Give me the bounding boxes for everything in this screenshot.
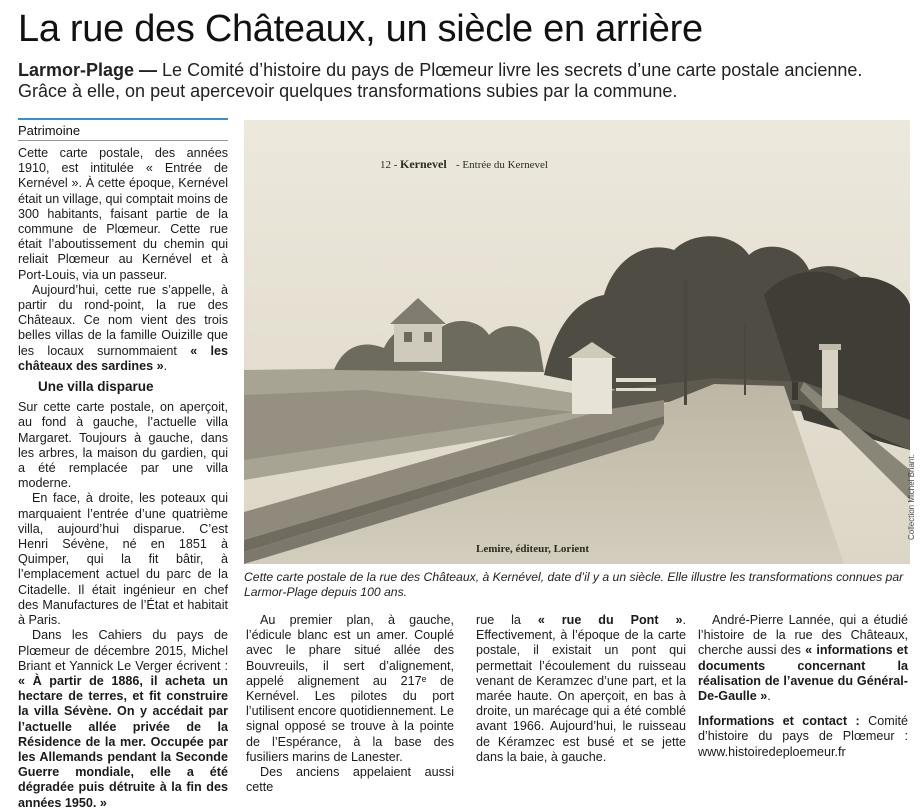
col1-p2-end: . [163, 358, 168, 373]
col3-paragraph-1 [476, 613, 686, 765]
col1-paragraph-1: Cette carte postale, des années 1910, est intitulée « Entrée de Kernével ». À cette époque, Kernével était un village, qui comptait moins de 300 habitants, faisant partie de la commune de Plœmeur. Cette rue était l’aboutissement du chemin qui reliait Plœmeur au Kernével et à Port-Louis, via un passeur. [18, 146, 229, 282]
column-4 [698, 613, 908, 760]
col4-p1-end: . [767, 689, 771, 704]
lede [18, 60, 908, 102]
col1-p5-quote: « À partir de 1886, il acheta un hectare de terres, et fit construire la villa Sévène. On y accédait par l’actuelle allée privée de la Résidence de la mer. Occupée par les Allemands pendant la Seconde Guerre mondiale, elle a été dégradée puis détruite à la fin des années 1950. » [18, 673, 228, 810]
info-text: Comité d’histoire du pays de Plœmeur : www.histoiredeploemeur.fr [698, 714, 909, 759]
col2-paragraph-1: Au premier plan, à gauche, l’édicule blanc est un amer. Couplé avec le phare situé allée des Bouvreuils, il sert d’alignement, appelé alignement au 217ᵉ de Kernével. Les pilotes du port l’utilisent encore quotidiennement. Le signal opposé se trouve à la pointe de l’Espérance, à la base des fusiliers marins de Lanester. [246, 613, 454, 764]
card-title-rest: - Entrée du Kernevel [456, 159, 548, 171]
col1-paragraph-4: En face, à droite, les poteaux qui marquaient l’entrée d’une quatrième villa, aujourd’hui disparue. C’est Henri Sévène, né en 1851 à Quimper, qui la fit bâtir, à l’emplacement actuel du parc de la Citadelle. Il était ingénieur en chef des Manufactures de l’État et habitait à Paris. [18, 491, 228, 628]
column-2 [246, 613, 454, 795]
photo-credit: Collection Michel Briant. [907, 454, 916, 540]
col3-p1-end: . Effectivement, à l’époque de la carte postale, il existait un pont qui permettait l’écoulement du ruisseau venant de Keramzec d’une part, et la marée haute. On aperçoit, en bas à droite, un marécage qui a été comblé avant 1966. Aujourd’hui, le ruisseau de Kéramzec est busé et se jette dans la baie, à gauche. [476, 613, 686, 764]
lede-place: Larmor-Plage — [18, 60, 158, 80]
card-title-num: 12 - [380, 159, 398, 171]
col4-p1-text: André-Pierre Lannée, qui a étudié l’histoire de la rue des Châteaux, cherche aussi des [698, 613, 908, 658]
col1-paragraph-5 [18, 628, 228, 810]
col4-info [698, 714, 908, 760]
card-title-place: Kernevel [400, 157, 447, 171]
rubric-divider [18, 140, 228, 141]
col1-paragraph-3: Sur cette carte postale, on aperçoit, au fond à gauche, l’actuelle villa Margaret. Toujours à gauche, dans les arbres, la maison du gardien, qui a été remplacée par une villa moderne. [18, 400, 228, 491]
col4-paragraph-1 [698, 613, 908, 704]
col3-p1-bold: « rue du Pont » [537, 613, 683, 627]
col1-p2-text: Aujourd’hui, cette rue s’appelle, à partir du rond-point, la rue des Châteaux. Ce nom vient des trois belles villas de la famille Ouizille que les locaux surnommaient [18, 282, 228, 358]
col1-p5-text: Dans les Cahiers du pays de Plœmeur de décembre 2015, Michel Briant et Yannick Le Verger écrivent : [18, 628, 228, 673]
col2-paragraph-2: Des anciens appelaient aussi cette [246, 765, 454, 795]
subheading: Une villa disparue [38, 379, 154, 395]
col4-p1-bold: « informations et documents concernant la réalisation de l’avenue du Général-De-Gaulle » [698, 643, 908, 704]
postcard-illustration [244, 120, 910, 564]
column-3 [476, 613, 686, 765]
info-label: Informations et contact : [698, 714, 860, 729]
rubric-label: Patrimoine [18, 123, 81, 138]
rubric-accent-bar [18, 118, 228, 120]
photo-caption: Cette carte postale de la rue des Châteaux, à Kernével, date d’il y a un siècle. Elle illustre les transformations connues par Larmor-Plage depuis 100 ans. [244, 570, 904, 599]
card-publisher: Lemire, éditeur, Lorient [476, 543, 590, 555]
headline: La rue des Châteaux, un siècle en arrière [18, 8, 703, 50]
col3-p1-text: rue la [476, 613, 538, 627]
column-1 [18, 146, 228, 811]
col1-p2-bold: « les châteaux des sardines » [18, 343, 228, 373]
postcard-photo [244, 120, 910, 564]
lede-text: Le Comité d’histoire du pays de Plœmeur livre les secrets d’une carte postale ancienne. Grâce à elle, on peut apercevoir quelques transformations subies par la commune. [18, 60, 863, 101]
col1-paragraph-2 [18, 283, 228, 374]
